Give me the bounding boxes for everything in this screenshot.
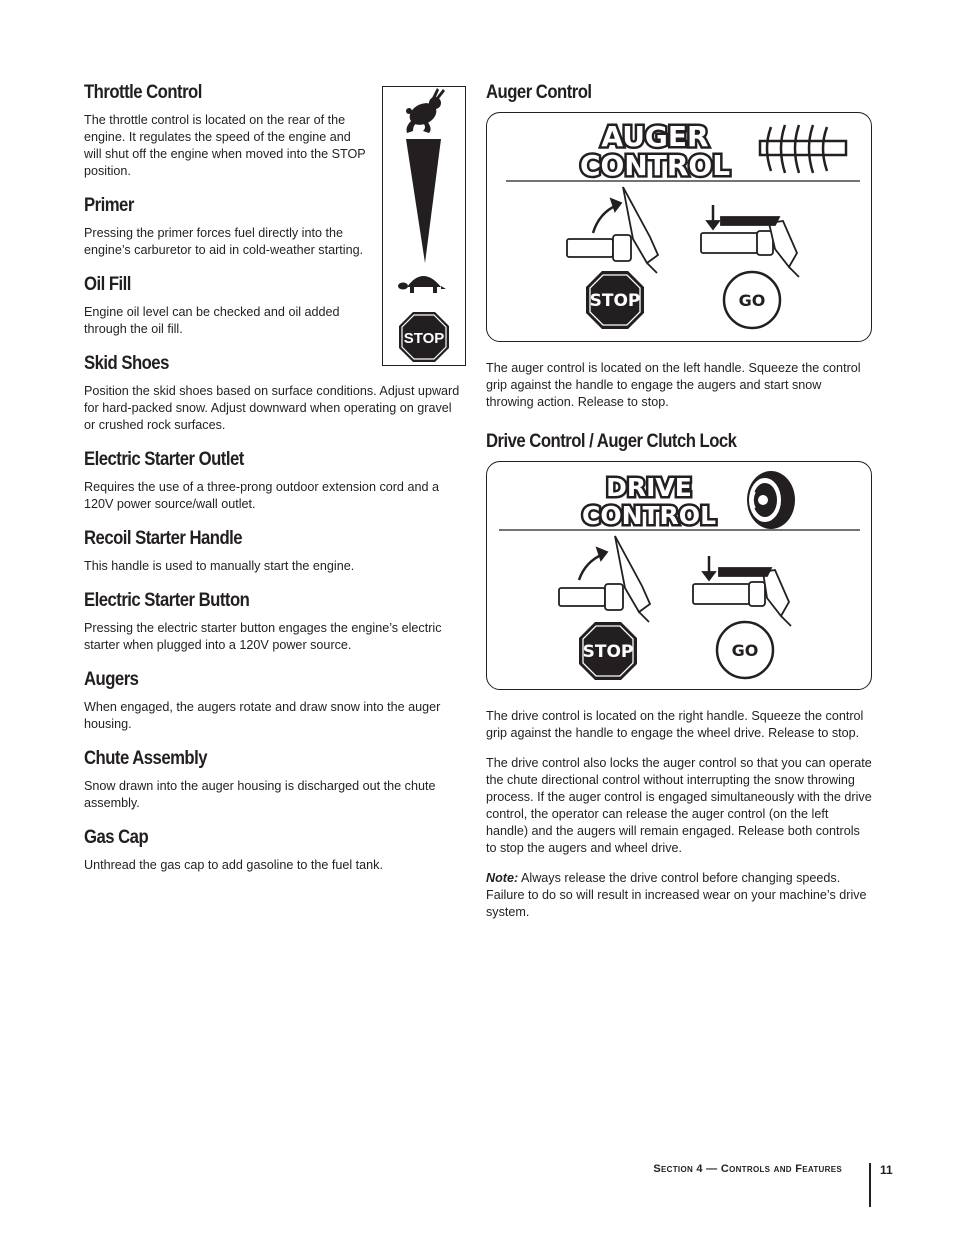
drive-control-decal	[486, 461, 872, 690]
heading-recoil-starter-handle: Recoil Starter Handle	[84, 528, 243, 549]
section-label: Section 4 — Controls and Features	[653, 1163, 842, 1175]
heading-electric-starter-button: Electric Starter Button	[84, 590, 250, 611]
text-throttle-control: The throttle control is located on the rear of the engine. It regulates the speed of the engine and will shut off the engine when moved into the STOP position.	[84, 113, 366, 178]
auger-icon	[760, 125, 846, 173]
text-oil-fill: Engine oil level can be checked and oil added through the oil fill.	[84, 305, 340, 336]
heading-electric-starter-outlet: Electric Starter Outlet	[84, 449, 244, 470]
wheel-icon	[747, 471, 795, 529]
auger-stop-handle-icon	[567, 187, 658, 273]
heading-chute-assembly: Chute Assembly	[84, 748, 208, 769]
throttle-stop-label: STOP	[403, 330, 445, 347]
text-auger-control: The auger control is located on the left handle. Squeeze the control grip against the handle to engage the augers and start snow throwing action. Release to stop.	[486, 361, 861, 409]
auger-stop-sign-icon	[586, 271, 644, 329]
section-electric-starter-outlet	[84, 447, 466, 513]
auger-go-circle-icon	[724, 272, 780, 328]
section-gas-cap	[84, 825, 466, 874]
auger-decal-title-line1: AUGER	[601, 120, 709, 153]
heading-throttle-control: Throttle Control	[84, 82, 202, 103]
drive-go-handle-icon	[693, 556, 791, 626]
heading-gas-cap: Gas Cap	[84, 827, 149, 848]
heading-skid-shoes: Skid Shoes	[84, 353, 169, 374]
drive-control-note	[486, 870, 872, 921]
section-augers	[84, 667, 466, 733]
drive-decal-title-line2: CONTROL	[581, 501, 717, 530]
stop-sign-icon	[399, 312, 449, 362]
drive-go-label: GO	[731, 641, 759, 660]
auger-go-handle-icon	[701, 205, 799, 277]
drive-stop-handle-icon	[559, 536, 650, 622]
text-gas-cap: Unthread the gas cap to add gasoline to the fuel tank.	[84, 858, 383, 872]
heading-oil-fill: Oil Fill	[84, 274, 131, 295]
drive-decal-title-line1: DRIVE	[606, 473, 692, 502]
rabbit-icon	[406, 88, 445, 133]
text-recoil-starter-handle: This handle is used to manually start the engine.	[84, 559, 355, 573]
auger-decal-graphic	[487, 113, 870, 340]
text-augers: When engaged, the augers rotate and draw snow into the auger housing.	[84, 700, 441, 731]
section-electric-starter-button	[84, 588, 466, 654]
drive-decal-graphic	[487, 462, 870, 688]
heading-drive-control: Drive Control / Auger Clutch Lock	[486, 431, 737, 452]
section-chute-assembly	[84, 746, 466, 812]
auger-stop-label: STOP	[589, 291, 641, 311]
auger-go-label: GO	[738, 291, 766, 310]
drive-stop-label: STOP	[582, 642, 634, 662]
drive-go-circle-icon	[717, 622, 773, 678]
turtle-icon	[398, 276, 446, 293]
text-drive-control-2: The drive control also locks the auger control so that you can operate the chute directional control without interrupting the snow throwing process. If the auger control is engaged simultaneously with the drive control, the operator can release the auger control (on the left handle) and the augers will remain engaged. Release both controls to stop the augers and wheel drive.	[486, 756, 872, 855]
throttle-decal	[382, 86, 466, 366]
heading-auger-control: Auger Control	[486, 82, 592, 103]
text-chute-assembly: Snow drawn into the auger housing is discharged out the chute assembly.	[84, 779, 436, 810]
page-number: 11	[880, 1163, 893, 1177]
text-drive-control-1: The drive control is located on the right handle. Squeeze the control grip against the handle to engage the wheel drive. Release to stop.	[486, 709, 864, 740]
heading-augers: Augers	[84, 669, 139, 690]
auger-decal-title-line2: CONTROL	[579, 149, 731, 182]
note-text: Always release the drive control before changing speeds. Failure to do so will result in increased wear on your machine’s drive system.	[486, 871, 867, 919]
text-electric-starter-button: Pressing the electric starter button engages the engine’s electric starter when plugged into a 120V power source.	[84, 621, 442, 652]
auger-control-decal	[486, 112, 872, 342]
section-recoil-starter-handle	[84, 526, 466, 575]
footer-section-title	[560, 1163, 842, 1175]
heading-primer: Primer	[84, 195, 134, 216]
throttle-decal-graphic	[383, 87, 464, 364]
drive-stop-sign-icon	[579, 622, 637, 680]
text-skid-shoes: Position the skid shoes based on surface conditions. Adjust upward for hard-packed snow. Adjust downward when operating on gravel or crushed rock surfaces.	[84, 384, 460, 432]
text-primer: Pressing the primer forces fuel directly into the engine’s carburetor to aid in cold-weather starting.	[84, 226, 364, 257]
footer-divider	[869, 1163, 871, 1207]
speed-wedge-icon	[406, 139, 441, 263]
text-electric-starter-outlet: Requires the use of a three-prong outdoor extension cord and a 120V power source/wall outlet.	[84, 480, 439, 511]
right-column	[486, 80, 872, 934]
note-label: Note:	[486, 871, 519, 885]
